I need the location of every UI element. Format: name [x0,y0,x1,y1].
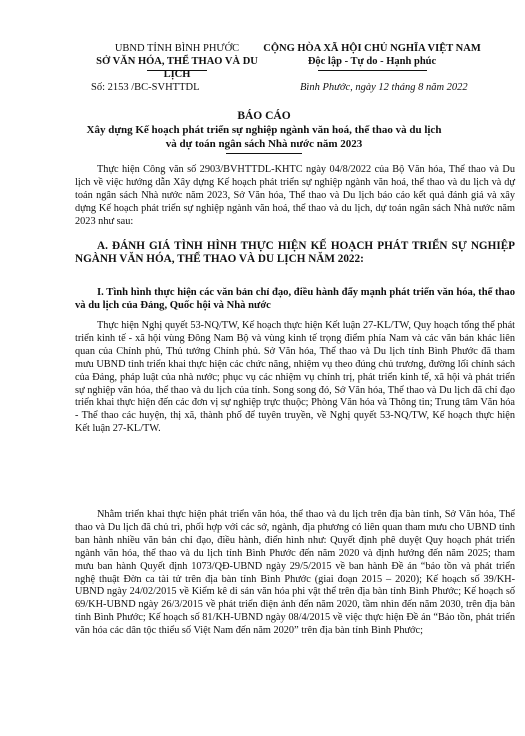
nation-motto: Độc lập - Tự do - Hạnh phúc [307,56,437,67]
document-number: Số: 2153 /BC-SVHTTDL [91,82,200,93]
document-subject-line2: và dự toán ngân sách Nhà nước năm 2023 [165,138,363,150]
document-type: BÁO CÁO [237,110,291,122]
title-underline [226,153,302,154]
section-i-heading: I. Tình hình thực hiện các văn bản chỉ đạo, điều hành đẩy mạnh phát triển văn hóa, thể thao và du lịch của Đảng, Quốc hội và Nhà nước [75,287,515,311]
agency-name: SỞ VĂN HÓA, THỂ THAO VÀ DU LỊCH [96,56,258,80]
paragraph-1-text: Thực hiện Nghị quyết 53-NQ/TW, Kế hoạch thực hiện Kết luận 27-KL/TW, Quy hoạch tổng thể phát triển kinh tế - xã hội vùng Đông Nam Bộ và vùng kinh tế trọng điểm phía Nam và các văn bản khác liên quan của Chính phủ, Thủ tướng Chính phủ. Sở Văn hóa, Thể thao và Du lịch tỉnh Bình Phước đã tham mưu UBND tỉnh triển khai thực hiện các chức năng, nhiệm vụ theo đúng chủ trương, đường lối chính sách của Đảng, pháp luật của nhà nước; phục vụ các nhiệm vụ chính trị, phát triển kinh tế, xã hội và phát triển sự nghiệp văn hóa, thể thao và du lịch của tỉnh. Song song đó, Sở Văn hóa, Thể thao và Du lịch đã chỉ đạo triển khai thực hiện đến các đơn vị sự nghiệp trực thuộc; Phòng Văn hóa và Thông tin; Trung tâm Văn hóa - Thể thao các huyện, thị xã, thành phố để tuyên truyền, về Nghị quyết 53-NQ/TW, Kế hoạch thực hiện Kết luận 27-KL/TW. [75,320,515,435]
intro-paragraph [75,164,515,233]
agency-parent: UBND TỈNH BÌNH PHƯỚC [114,43,240,54]
intro-text: Thực hiện Công văn số 2903/BVHTTDL-KHTC ngày 04/8/2022 của Bộ Văn hóa, Thể thao và Du lịch về việc hướng dẫn Xây dựng Kế hoạch phát triển sự nghiệp ngành văn hoá, thể thao và du lịch và dự toán ngân sách Nhà nước năm 2023, Sở Văn hóa, Thể thao và Du lịch báo cáo kết quả đánh giá và xây dựng Kế hoạch phát triển sự nghiệp ngành văn hoá, thể thao và du lịch, dự toán ngân sách Nhà nước năm 2023 như sau: [75,164,515,227]
nation-name: CỘNG HÒA XÃ HỘI CHỦ NGHĨA VIỆT NAM [263,43,481,54]
body-paragraph-2 [75,509,515,642]
motto-underline [318,70,427,71]
agency-underline [147,70,207,71]
agency-header [82,42,272,81]
section-a-heading: A. ĐÁNH GIÁ TÌNH HÌNH THỰC HIỆN KẾ HOẠCH PHÁT TRIỂN SỰ NGHIỆP NGÀNH VĂN HÓA, THỂ THAO VÀ DU LỊCH NĂM 2022: [75,240,515,266]
nation-header [262,42,482,68]
paragraph-2-text: Nhằm triển khai thực hiện phát triển văn hóa, thể thao và du lịch trên địa bàn tỉnh, Sở Văn hóa, Thể thao và Du lịch đã chủ trì, phối hợp với các sở, ngành, địa phương có liên quan tham mưu cho UBND tỉnh ban hành nhiều văn bản chỉ đạo, điều hành, điển hình như: Quyết định phê duyệt Quy hoạch phát triển ngành văn hóa, thể thao và du lịch tỉnh Bình Phước đến năm 2020 và định hướng đến năm 2025; tham mưu ban hành Quyết định 1073/QĐ-UBND ngày 29/5/2015 về ban hành Đề án “bảo tồn và phát triển nghệ thuật Đờn ca tài tử trên địa bàn tỉnh Bình Phước (giai đoạn 2015 – 2020); Kế hoạch số 39/KH-UBND ngày 24/02/2015 về Kiểm kê di sản văn hóa phi vật thể trên địa bàn tỉnh Bình Phước; Kế hoạch số 69/KH-UBND ngày 26/3/2015 về phát triển điện ảnh đến năm 2020, tầm nhìn đến năm 2030, trên địa bàn tỉnh Bình Phước; Kế hoạch số 81/KH-UBND ngày 08/4/2015 về việc thực hiện Đề án “Bảo tồn, phát triển văn hóa các dân tộc thiểu số Việt Nam đến năm 2020” trên địa bàn tỉnh Bình Phước; [75,509,515,637]
document-subject-line1: Xây dựng Kế hoạch phát triển sự nghiệp ngành văn hoá, thể thao và du lịch [86,124,442,136]
place-date: Bình Phước, ngày 12 tháng 8 năm 2022 [300,82,468,93]
body-paragraph-1 [75,320,515,440]
